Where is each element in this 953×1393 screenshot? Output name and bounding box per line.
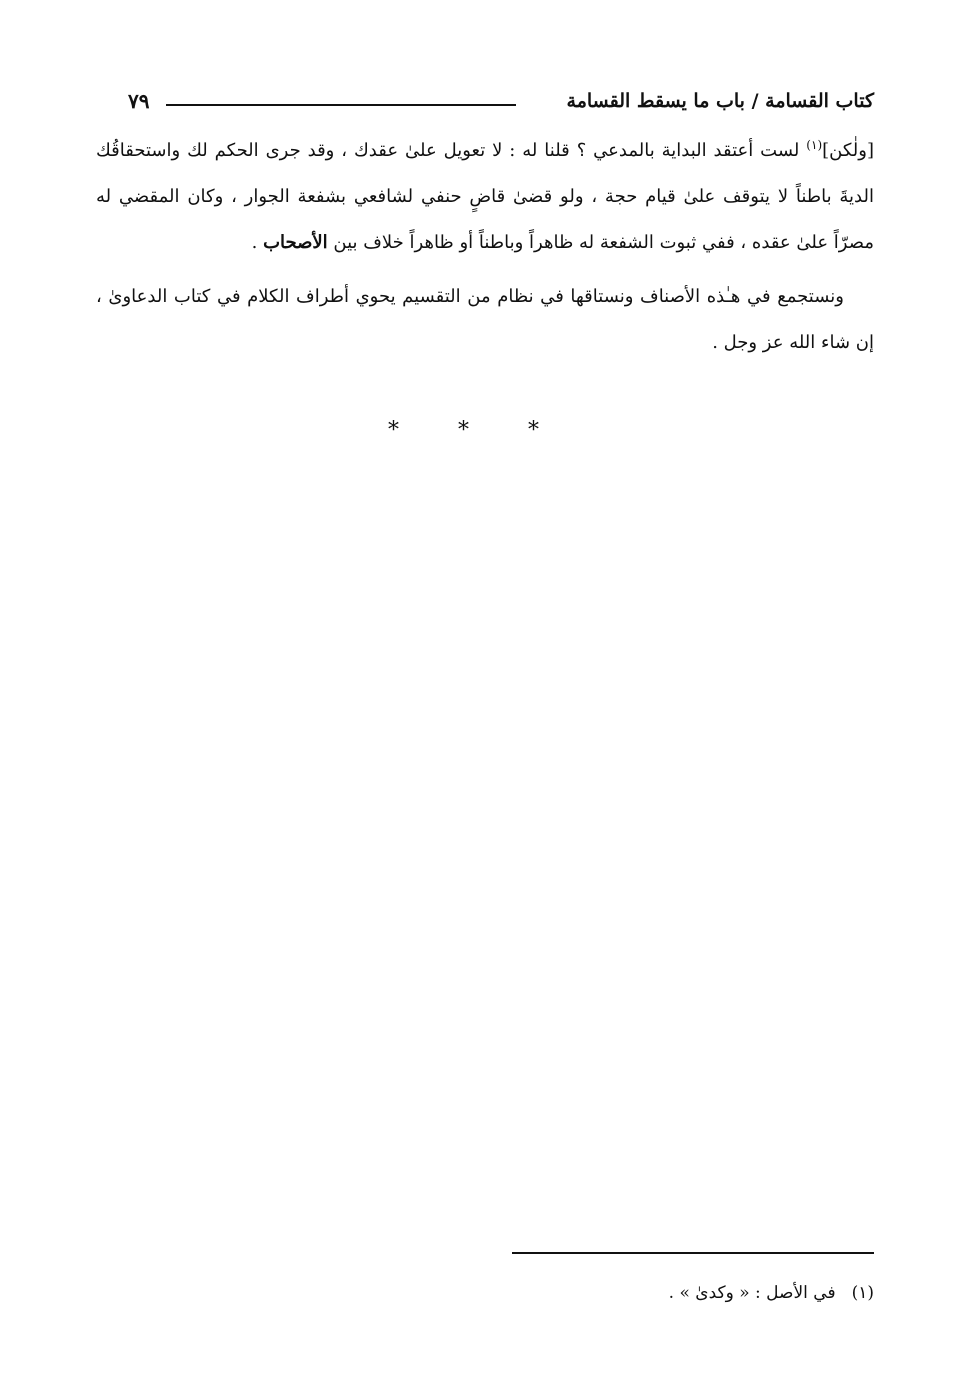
- footnote-rule: [512, 1252, 874, 1254]
- paragraph-1-end: .: [251, 232, 264, 253]
- paragraph-1-text: لست أعتقد البداية بالمدعي ؟ قلنا له : لا تعويل علىٰ عقدك ، وقد جرى الحكم لك واستحقاقُك الديةَ باطناً لا يتوقف علىٰ قيام حجة ، ولو قضىٰ قاضٍ حنفي لشافعي بشفعة الجوار ، وكان المقضي له مصرّاً علىٰ عقده ، ففي ثبوت الشفعة له ظاهراً وباطناً أو ظاهراً خلاف بين: [96, 140, 874, 253]
- asterisk-separator: * * *: [388, 418, 565, 443]
- paragraph-1: [96, 128, 874, 266]
- bold-term: الأصحاب: [263, 232, 328, 253]
- footnote: [96, 1276, 874, 1310]
- footnote-text: في الأصل : « وكدىٰ » .: [668, 1283, 836, 1303]
- page-header: [118, 86, 874, 116]
- paragraph-2: ونستجمع في هـٰذه الأصناف ونستاقها في نظام من التقسيم يحوي أطراف الكلام في كتاب الدعاوىٰ ، إن شاء الله عز وجل .: [96, 286, 874, 353]
- bracketed-word: [ولٰكن]: [822, 140, 874, 161]
- footnote-marker: (١): [851, 1283, 874, 1303]
- footnote-reference[interactable]: (١): [806, 138, 823, 152]
- page-number: ٧٩: [128, 89, 150, 113]
- main-text: [96, 128, 874, 366]
- running-title: كتاب القسامة / باب ما يسقط القسامة: [566, 90, 874, 112]
- header-rule: [166, 104, 516, 106]
